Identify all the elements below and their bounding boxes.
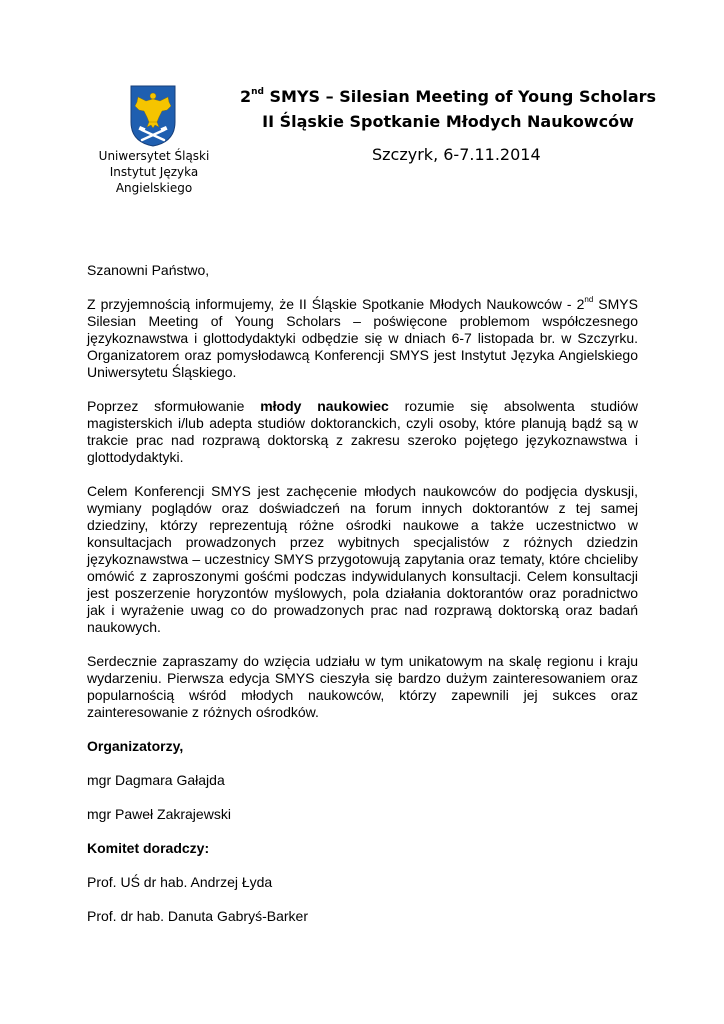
letter-body xyxy=(87,262,638,925)
paragraph-text: Poprzez sformułowanie xyxy=(87,398,261,414)
title-polish: II Śląskie Spotkanie Młodych Naukowców xyxy=(262,112,634,131)
title-english-text: SMYS – Silesian Meeting of Young Scholars xyxy=(263,87,657,106)
committee-member: Prof. dr hab. Danuta Gabryś-Barker xyxy=(87,908,308,924)
title-english xyxy=(228,84,668,109)
place-and-date: Szczyrk, 6-7.11.2014 xyxy=(372,145,541,164)
university-crest-eagle-icon xyxy=(129,84,177,148)
paragraph xyxy=(87,398,638,466)
emphasis-term: młody naukowiec xyxy=(260,398,389,414)
conference-title xyxy=(228,84,668,134)
paragraph-text: Z przyjemnością informujemy, że II Śląskie Spotkanie Młodych Naukowców - 2 xyxy=(87,296,585,312)
paragraph-text: rozumie się absolwenta studiów magisterskich i/lub adepta studiów doktoranckich, czyli osoby, które planują bądź są w trakcie prac nad rozprawą doktorską z zakresu szeroko pojętego językoznawstwa i glottodydaktyki. xyxy=(87,398,638,465)
committee-member: Prof. UŚ dr hab. Andrzej Łyda xyxy=(87,874,273,890)
edition-suffix: nd xyxy=(251,86,264,97)
institute-line: Instytut Języka xyxy=(109,165,199,179)
organizer-name: mgr Dagmara Gałajda xyxy=(87,772,225,788)
paragraph: Serdecznie zapraszamy do wzięcia udziału w tym unikatowym na skalę regionu i kraju wydarzeniu. Pierwsza edycja SMYS cieszyła się bardzo dużym zainteresowaniem oraz popularnością wśród młodych naukowców, którzy zapewnili jej sukces oraz zainteresowanie z różnych ośrodków. xyxy=(87,653,638,720)
paragraph-text: SMYS Silesian Meeting of Young Scholars – poświęcone problemom współczesnego językoznawstwa i glottodydaktyki odbędzie się w dniach 6-7 listopada br. w Szczyrku. Organizatorem oraz pomysłodawcą Konferencji SMYS jest Instytut Języka Angielskiego Uniwersytetu Śląskiego. xyxy=(87,296,638,380)
institute-line: Angielskiego xyxy=(115,181,193,195)
organizers-heading: Organizatorzy, xyxy=(87,738,184,754)
paragraph xyxy=(87,296,638,381)
committee-heading: Komitet doradczy: xyxy=(87,840,210,856)
university-line: Uniwersytet Śląski xyxy=(98,149,210,163)
organizer-name: mgr Paweł Zakrajewski xyxy=(87,806,231,822)
edition-number: 2 xyxy=(239,87,252,106)
university-name xyxy=(80,148,228,196)
salutation: Szanowni Państwo, xyxy=(87,262,210,278)
ordinal-suffix: nd xyxy=(584,295,594,305)
paragraph: Celem Konferencji SMYS jest zachęcenie młodych naukowców do podjęcia dyskusji, wymiany poglądów oraz doświadczeń na forum innych doktorantów z tej samej dziedziny, którzy reprezentują różne ośrodki naukowe a także uczestnictwo w konsultacjach prowadzonych przez wybitnych specjalistów z różnych dziedzin językoznawstwa – uczestnicy SMYS przygotowują zapytania oraz tematy, które chcieliby omówić z zaproszonymi gośćmi podczas indywidulanych konsultacji. Celem konsultacji jest poszerzenie horyzontów myślowych, pola działania doktorantów oraz poradnictwo jak i wyrażenie uwag co do prowadzonych prac nad rozprawą doktorską oraz badań naukowych. xyxy=(87,483,638,635)
